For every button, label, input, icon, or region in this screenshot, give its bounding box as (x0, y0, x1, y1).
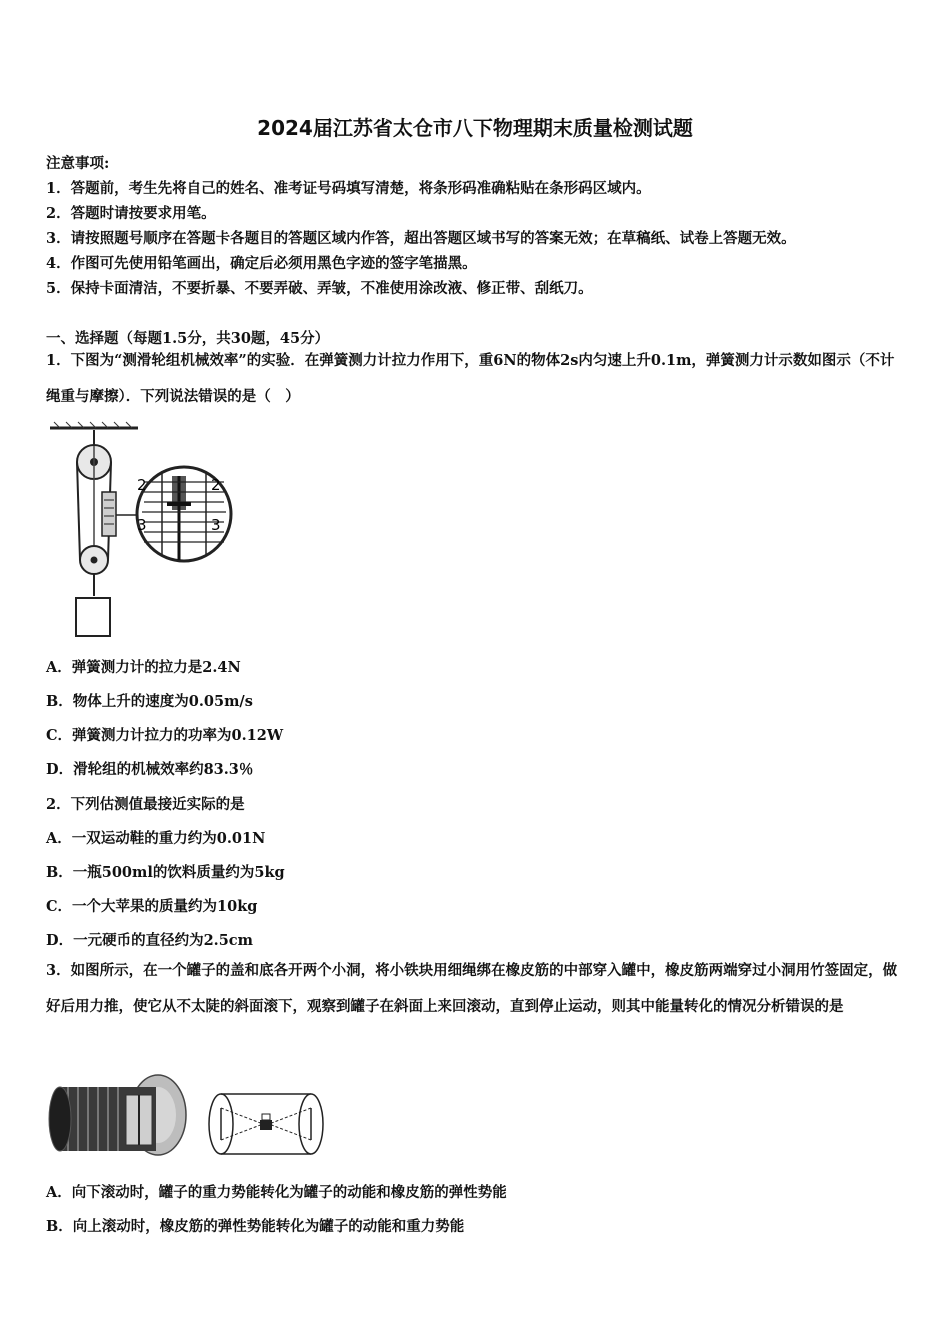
q1-option-c: C．弹簧测力计拉力的功率为0.12W (46, 727, 284, 744)
section-heading: 一、选择题（每题1.5分，共30题，45分） (46, 330, 330, 347)
magnified-pointer (167, 502, 191, 506)
q3-option-a: A．向下滚动时，罐子的重力势能转化为罐子的动能和橡皮筋的弹性势能 (46, 1184, 507, 1201)
notice-heading: 注意事项: (46, 155, 110, 172)
can-schematic (205, 1088, 329, 1160)
q1-option-d: D．滑轮组的机械效率约83.3％ (46, 761, 254, 778)
scale-label-2-right: 2 (211, 476, 221, 494)
q2-option-a: A．一双运动鞋的重力约为0.01N (46, 830, 266, 847)
question-2-stem: 2．下列估测值最接近实际的是 (46, 796, 245, 813)
schematic-iron-block (260, 1120, 272, 1130)
pulley-system-figure (46, 420, 242, 642)
q1-option-b: B．物体上升的速度为0.05m/s (46, 693, 253, 710)
scale-label-3-right: 3 (211, 516, 221, 534)
can-bottom (49, 1087, 71, 1151)
notice-item: 4．作图可先使用铅笔画出，确定后必须用黑色字迹的签字笔描黑。 (46, 255, 477, 272)
question-1-stem: 1．下图为“测滑轮组机械效率”的实验．在弹簧测力计拉力作用下，重6N的物体2s内匀速上升0.1m，弹簧测力计示数如图示（不计绳重与摩擦）．下列说法错误的是（ ） (46, 352, 895, 405)
q1-option-a: A．弹簧测力计的拉力是2.4N (46, 659, 241, 676)
notice-item: 2．答题时请按要求用笔。 (46, 205, 216, 222)
notice-item: 3．请按照题号顺序在答题卡各题目的答题区域内作答，超出答题区域书写的答案无效；在草稿纸、试卷上答题无效。 (46, 230, 796, 247)
page-title: 2024届江苏省太仓市八下物理期末质量检测试题 (257, 116, 693, 140)
scale-label-2-left: 2 (137, 476, 147, 494)
q2-option-c: C．一个大苹果的质量约为10kg (46, 898, 258, 915)
q2-option-b: B．一瓶500ml的饮料质量约为5kg (46, 864, 285, 881)
notice-item: 5．保持卡面清洁，不要折暴、不要弄破、弄皱，不准使用涂改液、修正带、刮纸刀。 (46, 280, 593, 297)
q2-option-d: D．一元硬币的直径约为2.5cm (46, 932, 253, 949)
scale-label-3-left: 3 (137, 516, 147, 534)
spring-scale-body (102, 492, 116, 536)
hanging-weight (76, 598, 110, 636)
question-3-stem: 3．如图所示，在一个罐子的盖和底各开两个小洞，将小铁块用细绳绑在橡皮筋的中部穿入罐中，橡皮筋两端穿过小洞用竹签固定，做好后用力推，使它从不太陡的斜面滚下，观察到罐子在斜面上来回滚动，直到停止运动，则其中能量转化的情况分析错误的是 (46, 962, 898, 1015)
notice-item: 1．答题前，考生先将自己的姓名、准考证号码填写清楚，将条形码准确粘贴在条形码区域内。 (46, 180, 651, 197)
rolling-can-photo (46, 1073, 191, 1165)
movable-pulley-axle (91, 557, 98, 564)
q3-option-b: B．向上滚动时，橡皮筋的弹性势能转化为罐子的动能和重力势能 (46, 1218, 465, 1235)
